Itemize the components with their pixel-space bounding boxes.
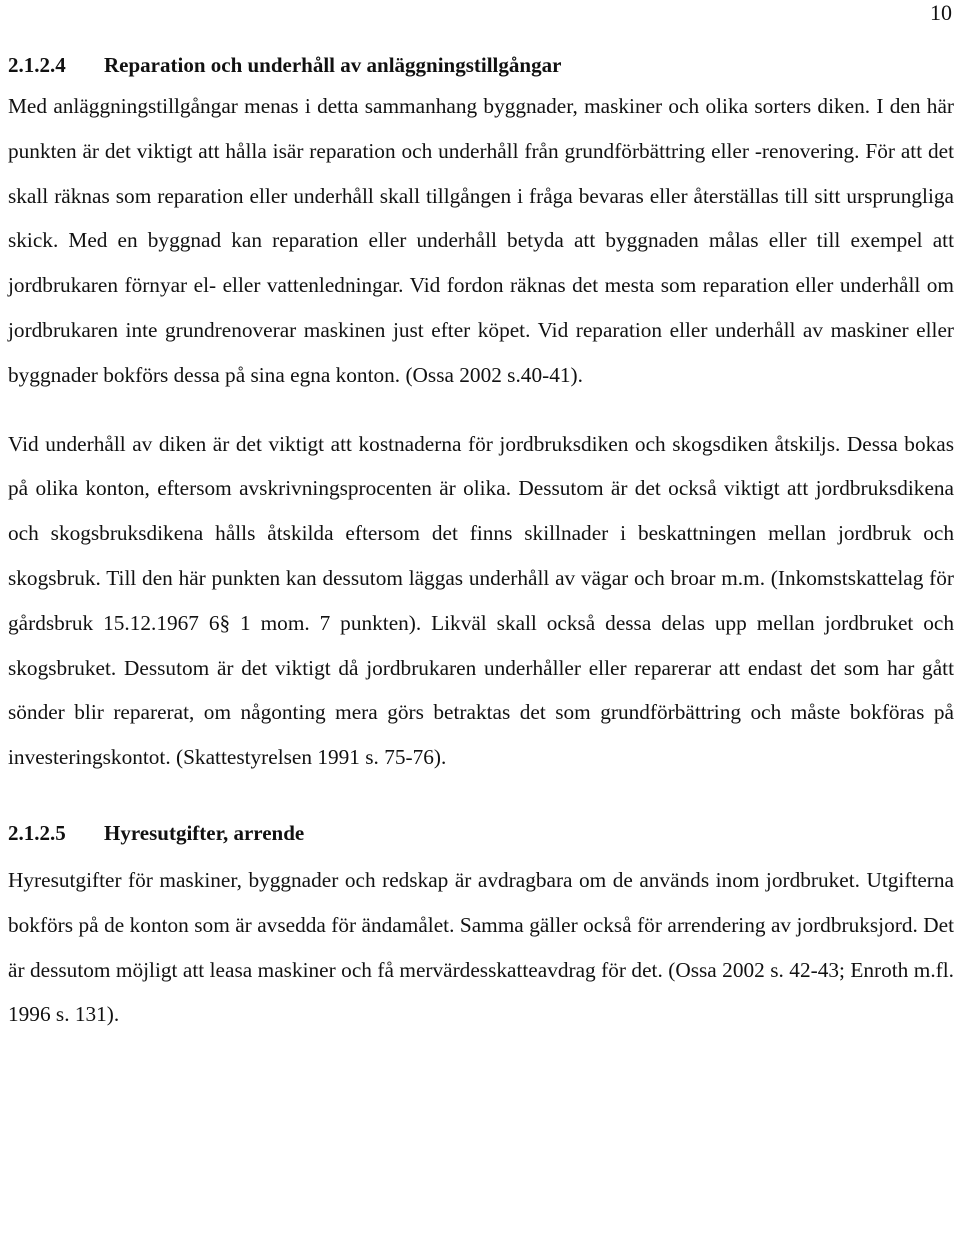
document-body xyxy=(8,50,954,1037)
section-number: 2.1.2.5 xyxy=(8,820,66,845)
paragraph-maintenance-assets: Med anläggningstillgångar menas i detta sammanhang byggnader, maskiner och olika sorters diken. I den här punkten är det viktigt att hålla isär reparation och underhåll från grundförbättring eller -renovering. För att det skall räknas som reparation eller underhåll skall tillgången i fråga bevaras eller återställas till sitt ursprungliga skick. Med en byggnad kan reparation eller underhåll betyda att byggnaden målas eller till exempel att jordbrukaren förnyar el- eller vattenledningar. Vid fordon räknas det mesta som reparation eller underhåll om jordbrukaren inte grundrenoverar maskinen just efter köpet. Vid reparation eller underhåll av maskiner eller byggnader bokförs dessa på sina egna konton. (Ossa 2002 s.40-41). xyxy=(8,94,954,387)
section-heading-2-1-2-5 xyxy=(8,818,954,848)
paragraph-rental-expenses: Hyresutgifter för maskiner, byggnader och redskap är avdragbara om de används inom jordbruket. Utgifterna bokförs på de konton som är avsedda för ändamålet. Samma gäller också för arrendering av jordbruksjord. Det är dessutom möjligt att leasa maskiner och få mervärdesskatteavdrag för det. (Ossa 2002 s. 42-43; Enroth m.fl. 1996 s. 131). xyxy=(8,867,954,1027)
section-title: Reparation och underhåll av anläggningstillgångar xyxy=(104,53,562,77)
paragraph-ditch-maintenance: Vid underhåll av diken är det viktigt att kostnaderna för jordbruksdiken och skogsdiken åtskiljs. Dessa bokas på olika konton, eftersom avskrivningsprocenten är olika. Dessutom är det också viktigt att jordbruksdikena och skogsbruksdikena hålls åtskilda eftersom det finns skillnader i beskattningen mellan jordbruk och skogsbruk. Till den här punkten kan dessutom läggas underhåll av vägar och broar m.m. (Inkomstskattelag för gårdsbruk 15.12.1967 6§ 1 mom. 7 punkten). Likväl skall också dessa delas upp mellan jordbruket och skogsbruket. Dessutom är det viktigt då jordbrukaren underhåller eller reparerar att endast det som har gått sönder blir reparerat, om någonting mera görs betraktas det som grundförbättring och måste bokföras på investeringskontot. (Skattestyrelsen 1991 s. 75-76). xyxy=(8,431,954,770)
section-number: 2.1.2.4 xyxy=(8,53,66,77)
section-heading-2-1-2-4 xyxy=(8,50,954,80)
page-number: 10 xyxy=(930,0,952,25)
section-title: Hyresutgifter, arrende xyxy=(104,820,305,845)
